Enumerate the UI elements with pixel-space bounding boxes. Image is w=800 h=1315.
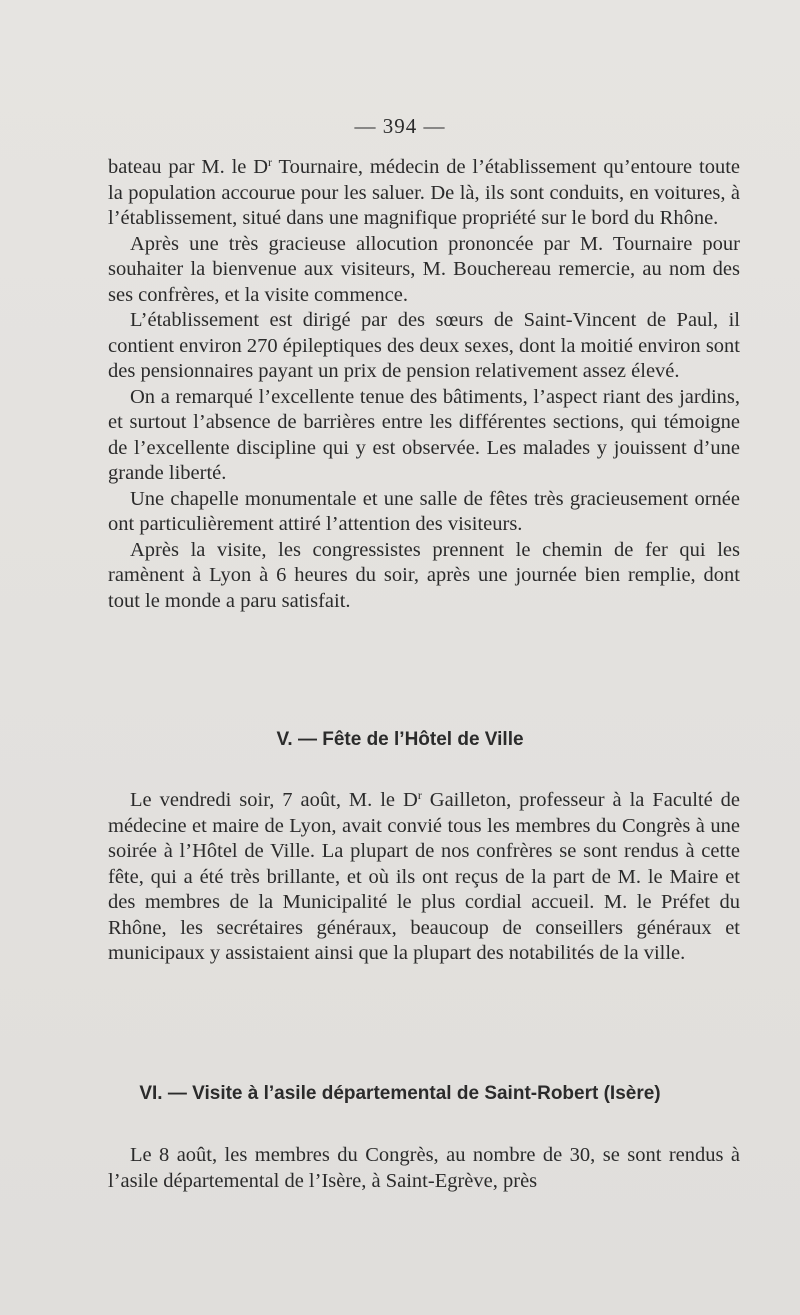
section-1-text	[108, 155, 740, 614]
paragraph-1: bateau par M. le $D^r$ Tournaire, médecin de l’établissement qu’entoure toute la population accourue pour les saluer. De là, ils sont conduits, en voitures, à l’établissement, situé dans une magnifique propriété sur le bord du Rhône.	[108, 155, 740, 229]
paragraph-2: Après une très gracieuse allocution prononcée par M. Tournaire pour souhaiter la bienvenue aux visiteurs, M. Bouchereau remercie, au nom des ses confrères, et la visite commence.	[108, 232, 740, 306]
section-2-text	[108, 788, 740, 967]
paragraph-6: Après la visite, les congressistes prennent le chemin de fer qui les ramènent à Lyon à 6 heures du soir, après une journée bien remplie, dont tout le monde a paru satisfait.	[108, 538, 740, 612]
page-number: — 394 —	[354, 114, 446, 138]
section-heading-v: V. — Fête de l’Hôtel de Ville	[276, 729, 524, 750]
paragraph-8: Le 8 août, les membres du Congrès, au nombre de 30, se sont rendus à l’asile départemental de l’Isère, à Saint-Egrève, près	[108, 1144, 740, 1192]
paragraph-5: Une chapelle monumentale et une salle de fêtes très gracieusement ornée ont particulièrement attiré l’attention des visiteurs.	[108, 487, 740, 535]
paragraph-7: Le vendredi soir, 7 août, M. le $D^r$ Gailleton, professeur à la Faculté de médecine et maire de Lyon, avait convié tous les membres du Congrès à une soirée à l’Hôtel de Ville. La plupart de nos confrères se sont rendus à cette fête, qui a été très brillante, et où ils ont reçus de la part de M. le Maire et des membres de la Municipalité le plus cordial accueil. M. le Préfet du Rhône, les secrétaires généraux, beaucoup de conseillers généraux et municipaux y assistaient ainsi que la plupart des notabilités de la ville.	[108, 788, 740, 964]
section-heading-vi: VI. — Visite à l’asile départemental de Saint-Robert (Isère)	[139, 1083, 661, 1104]
section-3-text	[108, 1143, 740, 1194]
paragraph-4: On a remarqué l’excellente tenue des bâtiments, l’aspect riant des jardins, et surtout l’absence de barrières entre les différentes sections, qui témoigne de l’excellente discipline qui y est observée. Les malades y jouissent d’une grande liberté.	[108, 385, 740, 484]
paragraph-3: L’établissement est dirigé par des sœurs de Saint-Vincent de Paul, il contient environ 270 épileptiques des deux sexes, dont la moitié environ sont des pensionnaires payant un prix de pension relativement assez élevé.	[108, 309, 740, 382]
